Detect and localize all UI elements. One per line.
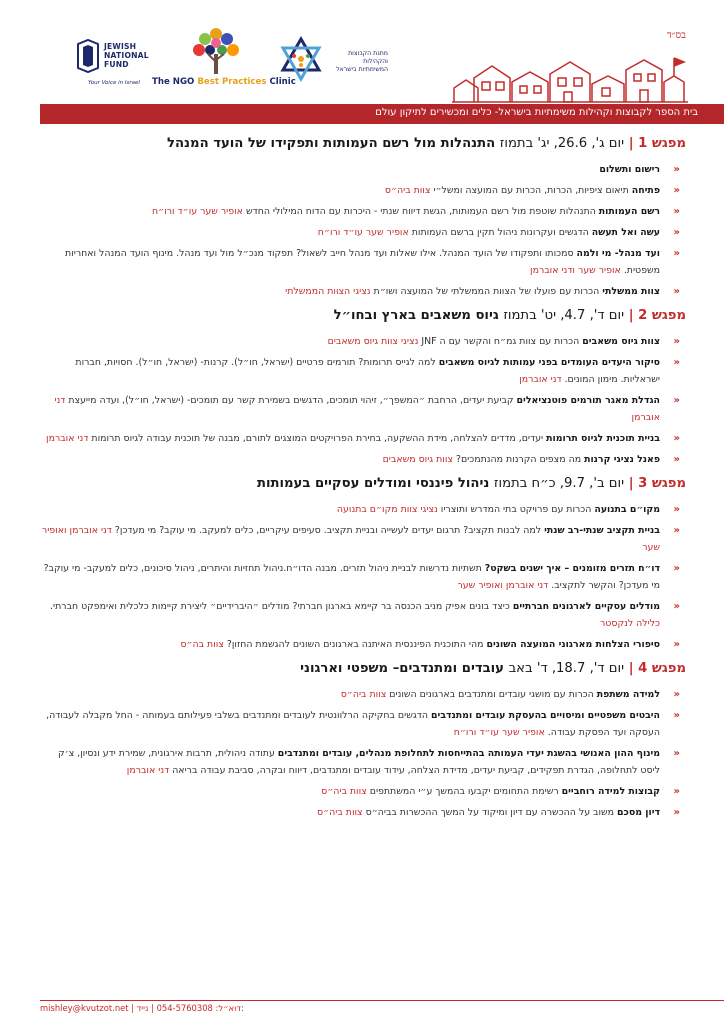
jnf-tagline: Your Voice in Israel [88, 80, 140, 86]
agenda-item-text: סמכותו ותפקודו של הועד המנהל. אילו שאלות ועד מנהל חייב לשאול? תפקוד מנכ״ל מול ועד מנהל. מינוף הועד המנהל ואחריות משפטית. [65, 248, 660, 276]
agenda-item [38, 783, 686, 800]
bullet-arrow-icon: « [673, 185, 680, 196]
agenda-item-text: כיצד בונים אפיק מניב הכנסה בר קיימא בארגון חברתי? מודלים ״היברידיים״ ליצירת קיימות כלכלית ואימפקט חברתי. [50, 601, 510, 612]
meeting-date: יום ב', 9.7, כ״ח בתמוז [493, 476, 625, 491]
bullet-arrow-icon: « [673, 164, 680, 175]
agenda-item-text: עתודה ניהולית, תרבות אירגונית, שמירת ידע ונסיון, צ׳ק ליסט לתחלופה, הגדרת תפקידים, קביעת יעדים, מדידת הצלחה, עידוד עובדים ומתנדבים, דיווח ובקרה, סביבת עבודה בריאה [58, 748, 660, 776]
bullet-arrow-icon: « [673, 206, 680, 217]
meeting-separator: | [624, 661, 639, 676]
agenda-item-text: הכרות עם מושגי עובדים ומתנדבים בארגונים השונים [389, 689, 594, 700]
agenda-item-presenter: כלילה לנקסטר [599, 618, 660, 629]
agenda-item [38, 224, 686, 241]
agenda-item [38, 430, 686, 447]
agenda-item-heading: דו״ח תזרים מזומנים – איך ישנים בשקט? [484, 563, 660, 574]
agenda-item [38, 245, 686, 279]
agenda-item [38, 333, 686, 350]
agenda-item-presenter: נציגי צוות גיוס משאבים [327, 336, 419, 347]
agenda-item-text: יעדים, מדדים להצלחה, מידת ההשקעה, בחירת הפרויקטים המוצגים לתורם, מבנה של תוכנית עבודה לגיוס תרומות [91, 433, 544, 444]
bullet-arrow-icon: « [673, 248, 680, 259]
agenda-item [38, 560, 686, 594]
agenda-item [38, 598, 686, 632]
banner-text: בית הספר לקבוצות וקהילות משימתיות בישראל- כלים ומכשירים לתיקון עולם [375, 107, 698, 118]
bullet-arrow-icon: « [673, 525, 680, 536]
agenda-item-presenter: אופיר שער עו״ד ורו״ח [317, 227, 409, 238]
agenda-item [38, 804, 686, 821]
agenda-item-heading: היבטים משפטיים ומיסויים בהעסקת עובדים ומתנדבים [430, 710, 660, 721]
bullet-arrow-icon: « [673, 395, 680, 406]
agenda-item-presenter: נציגי צוות מקו״ם בתנועה [336, 504, 438, 515]
agenda-item-presenter: דני אוברמן [519, 374, 562, 385]
agenda-item-heading: רישום ותשלום [599, 164, 660, 175]
movement-logo-text: מתנת הקבוצות והקהילות המשימתיות בישראל [336, 50, 388, 73]
bullet-arrow-icon: « [673, 336, 680, 347]
meeting-separator: | [624, 476, 639, 491]
agenda-item-heading: ועד מנהל- מי ולמה [576, 248, 660, 259]
agenda-item-heading: פתיחה [631, 185, 660, 196]
bullet-arrow-icon: « [673, 286, 680, 297]
agenda-item-presenter: דני אוברמן [54, 395, 660, 423]
meeting-label: מפגש 1 [638, 136, 686, 151]
footer-contact: mishley@kvutzot.net | דוא״ל: 054-5760308 | נייד: [40, 1003, 244, 1013]
agenda-item-presenter: צוות גיוס משאבים [382, 454, 453, 465]
meeting-topic: גיוס משאבים בארץ ובחו״ל [333, 308, 499, 323]
agenda-item-text: התנהלות שוטפת מול רשם העמותות, הגשת דיווח שנתי - היכרות עם הדוח המילולי החדש [245, 206, 596, 217]
agenda-item-heading: בניית תוכנית לגיוס תרומות [546, 433, 660, 444]
header-banner [40, 104, 724, 124]
agenda-item [38, 745, 686, 779]
meeting-label: מפגש 2 [638, 308, 686, 323]
bullet-arrow-icon: « [673, 454, 680, 465]
meeting-section [38, 136, 686, 300]
meeting-title [38, 661, 686, 676]
agenda-item-text: מה מצפים הקרנות מהנתמכים? [455, 454, 582, 465]
tree-icon [190, 26, 242, 76]
agenda-item-text: משוב על ההכשרה עם דיון ומיקוד על המשך ההכשרות בביה״ס [365, 807, 615, 818]
agenda-item [38, 501, 686, 518]
agenda-item-heading: צוות גיוס משאבים [582, 336, 660, 347]
agenda-item-heading: הגדלת מאגר תורמים פוטנציאלים [516, 395, 660, 406]
meeting-title [38, 476, 686, 491]
meeting-title [38, 136, 686, 151]
agenda-item-heading: סיקור היעדים העומדים בפני עמותות לגיוס משאבים [438, 357, 660, 368]
agenda-item-text: הכרות עם פועלו של הצוות הממשלתי של המועצה ושו״ת [373, 286, 600, 297]
agenda-item-text: תשתיות נדרשות לבניית ניהול תזרים. מבנה הדו״ח.ניהול תחזיות והיתרים, ניהול סיכונים, כלים למעקב- מי עוקב? מי מעדכן? והקשר לתקציב. [43, 563, 660, 591]
bullet-arrow-icon: « [673, 227, 680, 238]
agenda-item-text: הדגשים בחקיקה הרלוונטית לעובדים ומתנדבים בשלבי פעילותם בעמותה - החל מקבלה לעבודה, העסקה ועד הפסקת עבודה. [46, 710, 660, 738]
agenda-item-presenter: דני אוברמן [126, 765, 170, 776]
agenda-item [38, 354, 686, 388]
agenda-item-heading: צוות ממשלתי [602, 286, 660, 297]
bsd-mark: בס״ד [666, 30, 686, 41]
agenda-item-text: למה לגייס תרומות? תורמים פרטיים (ישראל, חו״ל). קרנות- (ישראל, חו״ל). חסויות, חברות ישראליות. מימון המונים. [75, 357, 660, 385]
agenda-item-presenter: דני אוברמן ואופיר שער [41, 525, 660, 553]
agenda-item-presenter: אופיר שער עו״ד ורו״ח [453, 727, 545, 738]
bullet-arrow-icon: « [673, 601, 680, 612]
agenda-item-heading: עשה ואל תעשה [591, 227, 660, 238]
agenda-item-presenter: צוות ביה״ס [340, 689, 387, 700]
bullet-arrow-icon: « [673, 433, 680, 444]
agenda-item-text: הדגשים ועקרונות ניהול תקין ברשם העמותות [411, 227, 589, 238]
agenda-item [38, 522, 686, 556]
agenda-item-presenter: אופיר שער ודני אוברמן [530, 265, 621, 276]
meeting-label: מפגש 3 [638, 476, 686, 491]
bullet-arrow-icon: « [673, 786, 680, 797]
agenda-item [38, 182, 686, 199]
agenda-item-presenter: אופיר שער עו״ד ורו״ח [151, 206, 243, 217]
houses-illustration [452, 52, 688, 104]
agenda-item [38, 636, 686, 653]
agenda-item [38, 707, 686, 741]
meeting-date: יום ד', 4.7, יט' בתמוז [503, 308, 625, 323]
ngo-clinic-name: The NGO Best Practices Clinic [152, 77, 296, 87]
bullet-arrow-icon: « [673, 710, 680, 721]
meeting-separator: | [624, 136, 639, 151]
meeting-topic: התנהלות מול רשם העמותות ותפקידו של הועד המנהל [167, 136, 496, 151]
agenda-item [38, 203, 686, 220]
footer-divider [40, 1000, 724, 1001]
agenda-item-heading: בניית תקציב שנתי-רב שנתי [544, 525, 660, 536]
agenda-item-text: רשימת התחומים יקבעו בהמשך ע״י המשתתפים [369, 786, 559, 797]
agenda-item-presenter: דני אוברמן [46, 433, 89, 444]
meeting-section [38, 476, 686, 653]
bullet-arrow-icon: « [673, 689, 680, 700]
bullet-arrow-icon: « [673, 639, 680, 650]
agenda-item-text: הכרות עם צוות גמ״ח והקשר עם ה JNF [421, 336, 580, 347]
jnf-emblem-icon [76, 38, 100, 74]
agenda-item-heading: מקו״ם בתנועה [594, 504, 660, 515]
movement-logo [278, 36, 388, 94]
agenda-item [38, 451, 686, 468]
agenda-item-heading: פאנל נציגי קרנות [584, 454, 660, 465]
agenda-item-heading: רשם העמותות [598, 206, 660, 217]
agenda-item-presenter: צוות ביה״ס [384, 185, 431, 196]
meeting-topic: ניהול פיננסי ומודלים עסקיים בעמותות [256, 476, 490, 491]
agenda-item-text: קביעת יעדים, הרחבת ״המשפך״, זיהוי תומכים, הדגשים בשמירת קשר עם תומכים- (ישראל, חו״ל), ועדה מייעצת [68, 395, 514, 406]
bullet-arrow-icon: « [673, 504, 680, 515]
agenda-item-text: תיאום ציפיות, הכרות, הכרות עם המועצה ומשל״י [433, 185, 629, 196]
meeting-section [38, 308, 686, 468]
bullet-arrow-icon: « [673, 563, 680, 574]
agenda-item [38, 686, 686, 703]
meeting-date: יום ד', 18.7, ד' באב [508, 661, 625, 676]
jnf-logo [76, 38, 156, 90]
agenda-item-text: מהי התוכנית הפיננסית האיתנה בארגונים השונים להגשמת החזון? [226, 639, 484, 650]
agenda-item-presenter: נציגי הצוות הממשלתי [285, 286, 371, 297]
star-of-david-icon [278, 36, 324, 82]
agenda-item [38, 392, 686, 426]
bullet-arrow-icon: « [673, 357, 680, 368]
bullet-arrow-icon: « [673, 748, 680, 759]
agenda-item-heading: מינוף ההון האנושי בהשגת יעדי העמותה בהתייחסות לתחלופת מנהלים, עובדים ומתנדבים [277, 748, 660, 759]
meeting-separator: | [624, 308, 639, 323]
agenda-item [38, 161, 686, 178]
meeting-date: יום ג', 26.6, יג' בתמוז [499, 136, 625, 151]
program-content [38, 136, 686, 829]
agenda-item-heading: מודלים עסקיים לארגונים חברתיים [512, 601, 660, 612]
agenda-item-text: הכרות עם פרויקט בתי המדרש ותוצריו [440, 504, 592, 515]
meeting-section [38, 661, 686, 821]
ngo-clinic-logo [152, 26, 296, 98]
agenda-item-presenter: צוות ביה״ס [321, 786, 367, 797]
agenda-item-heading: למידה משתפת [596, 689, 660, 700]
bullet-arrow-icon: « [673, 807, 680, 818]
agenda-item [38, 283, 686, 300]
meeting-label: מפגש 4 [638, 661, 686, 676]
agenda-item-presenter: צוות בה״ס [180, 639, 224, 650]
jnf-name: JEWISH NATIONAL FUND [104, 42, 149, 69]
agenda-item-presenter: צוות ביה״ס [317, 807, 363, 818]
agenda-item-heading: קבוצות למידה רוחביים [561, 786, 660, 797]
agenda-item-presenter: דני אוברמן ואופיר שער [457, 580, 549, 591]
meeting-topic: עובדים ומתנדבים– משפטי וארגוני [300, 661, 504, 676]
agenda-item-heading: דיון מסכם [617, 807, 660, 818]
agenda-item-text: למה לבנות תקציב? תרגום יעדים לעשייה ובניית תקציב. סעיפים עיקריים, כלים למעקב. מי עוקב? מי מעדכן? [114, 525, 542, 536]
meeting-title [38, 308, 686, 323]
agenda-item-heading: סיפורי הצלחות מארגוני המועצה השונים [486, 639, 660, 650]
